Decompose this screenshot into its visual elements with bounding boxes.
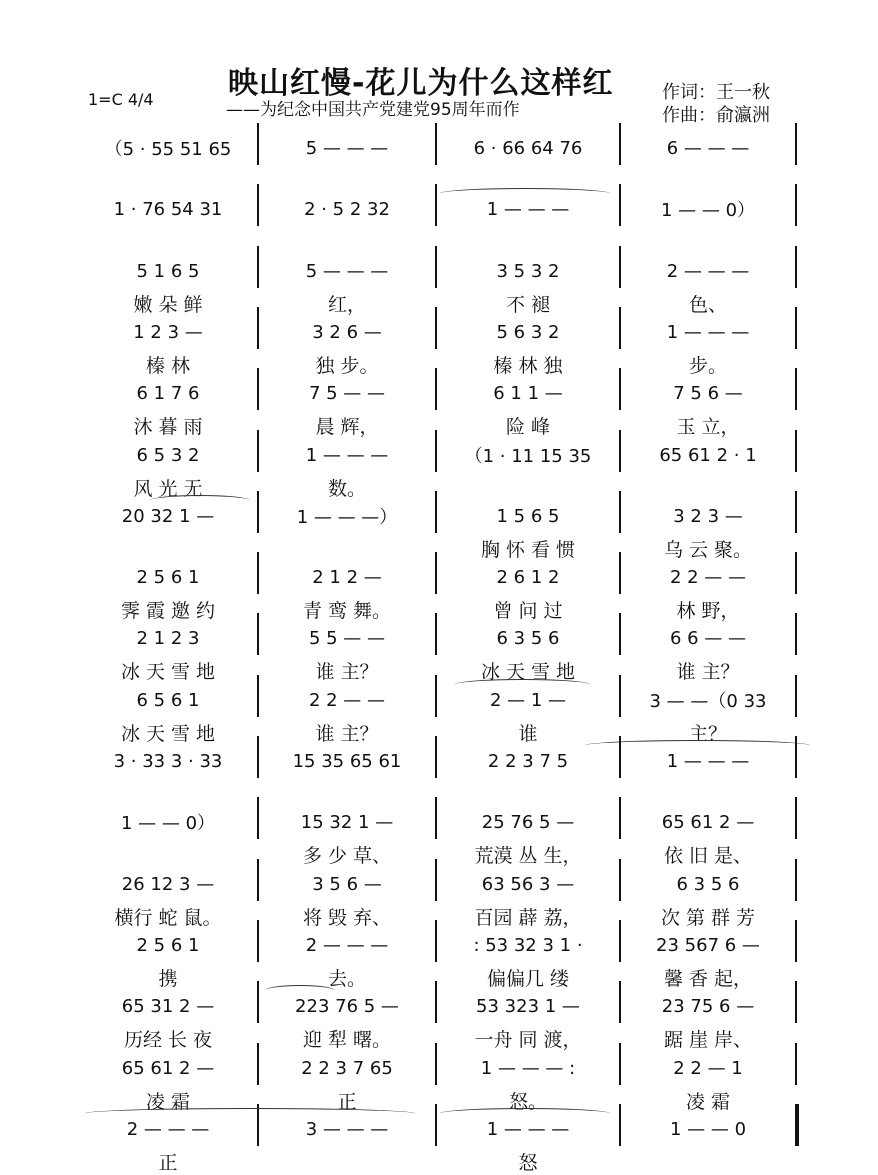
lyric-text: 偏偏几 缕 — [486, 967, 570, 990]
measure: 5 — — — — [305, 137, 389, 159]
measure: 3 2 3 — — [673, 505, 743, 527]
barline — [795, 797, 797, 839]
measure: 5 1 6 5 — [136, 260, 200, 282]
barline — [619, 184, 621, 226]
measure: 1 — — 0） — [660, 200, 756, 221]
measure: 26 12 3 — — [121, 873, 215, 895]
notation-line — [0, 685, 878, 715]
notation-line — [0, 746, 878, 776]
barline — [257, 430, 259, 472]
barline — [795, 613, 797, 655]
lyric-text: 胸 怀 看 惯 — [480, 538, 576, 561]
barline — [795, 307, 797, 349]
barline — [795, 981, 797, 1023]
measure: 6 5 6 1 — [136, 689, 200, 711]
lyric-text: 迎 犁 曙。 — [302, 1028, 392, 1051]
barline — [619, 1043, 621, 1085]
barline — [435, 736, 437, 778]
notation-line — [0, 869, 878, 899]
slur-mark — [455, 679, 590, 690]
measure: 5 6 3 2 — [496, 321, 560, 343]
barline — [795, 1043, 797, 1085]
measure: 6 1 7 6 — [136, 382, 200, 404]
lyric-text: 步。 — [688, 354, 727, 377]
measure: 2 — — — — [126, 1118, 210, 1140]
barline — [257, 246, 259, 288]
barline — [795, 920, 797, 962]
lyric-text: 霁 霞 邀 约 — [120, 599, 216, 622]
barline — [435, 859, 437, 901]
measure: 7 5 — — — [308, 382, 386, 404]
measure: 53 323 1 — — [476, 995, 580, 1017]
measure: 2 — — — — [666, 260, 750, 282]
lyric-text: 青 鸾 舞。 — [302, 599, 392, 622]
lyric-text: 凌 霜 — [685, 1090, 731, 1113]
notation-line — [0, 562, 878, 592]
lyric-text: 谁 主？ — [676, 660, 740, 683]
barline — [257, 736, 259, 778]
measure: 5 — — — — [305, 260, 389, 282]
lyric-text — [626, 779, 790, 807]
lyrics-line — [0, 963, 878, 991]
lyric-text — [626, 1147, 790, 1175]
measure: 2 2 3 7 65 — [301, 1057, 393, 1079]
lyric-text — [626, 166, 790, 194]
notation-line — [0, 133, 878, 163]
measure: 5 5 — — — [308, 627, 386, 649]
lyric-text — [264, 166, 430, 194]
lyric-text — [264, 1147, 430, 1175]
lyric-text: 历经 长 夜 — [123, 1028, 213, 1051]
measure: 1 — — — : — [480, 1057, 576, 1079]
lyrics-line — [0, 227, 878, 255]
barline — [795, 552, 797, 594]
lyric-text — [264, 227, 430, 255]
barline — [435, 430, 437, 472]
page-title: 映山红慢-花儿为什么这样红 — [228, 66, 614, 101]
lyric-text: 玉 立， — [676, 415, 740, 438]
measure: （1 · 11 15 35 — [464, 446, 592, 467]
measure: 3 — — — — [305, 1118, 389, 1140]
lyric-text: 依 旧 是、 — [663, 844, 753, 867]
barline — [257, 859, 259, 901]
barline — [795, 123, 797, 165]
measure: 23 567 6 — — [656, 934, 760, 956]
lyric-text: 谁 主？ — [315, 660, 379, 683]
slur-mark — [585, 740, 810, 751]
barline — [435, 123, 437, 165]
notation-line — [0, 991, 878, 1021]
lyric-text: 踞 崖 岸、 — [663, 1028, 753, 1051]
measure: : 53 32 3 1 · — [473, 934, 583, 956]
barline — [435, 307, 437, 349]
barline — [435, 981, 437, 1023]
measure: 1 — — — — [486, 1118, 570, 1140]
barline — [435, 920, 437, 962]
lyric-text: 去。 — [327, 967, 366, 990]
lyrics-line — [0, 1147, 878, 1175]
barline — [619, 307, 621, 349]
barline — [435, 1043, 437, 1085]
lyric-text: 凌 霜 — [145, 1090, 191, 1113]
measure: 2 6 1 2 — [496, 566, 560, 588]
lyrics-line — [0, 656, 878, 684]
lyric-text: 怒 — [518, 1151, 538, 1174]
measure: 6 3 5 6 — [676, 873, 740, 895]
key-signature: 1=C 4/4 — [88, 90, 154, 109]
measure: 15 32 1 — — [300, 811, 394, 833]
notation-line — [0, 623, 878, 653]
measure: 1 — — — — [486, 198, 570, 220]
measure: 2 2 3 7 5 — [487, 750, 569, 772]
barline — [257, 1043, 259, 1085]
notation-line — [0, 807, 878, 837]
slur-mark — [440, 1108, 610, 1119]
measure: 6 5 3 2 — [136, 444, 200, 466]
lyric-text: 一舟 同 渡， — [474, 1028, 582, 1051]
lyric-text: 风 光 无 — [133, 477, 203, 500]
measure: 65 31 2 — — [121, 995, 215, 1017]
lyric-text: 榛 林 — [145, 354, 191, 377]
notation-line — [0, 930, 878, 960]
barline — [435, 675, 437, 717]
barline — [619, 430, 621, 472]
lyrics-line — [0, 534, 878, 562]
barline — [435, 613, 437, 655]
lyric-text: 主？ — [688, 722, 727, 745]
lyric-text — [84, 534, 252, 562]
lyric-text: 险 峰 — [505, 415, 551, 438]
lyric-text — [84, 227, 252, 255]
lyrics-line — [0, 902, 878, 930]
barline — [257, 307, 259, 349]
barline — [257, 184, 259, 226]
lyric-text: 乌 云 聚。 — [663, 538, 753, 561]
lyric-text: 携 — [158, 967, 178, 990]
lyric-text: 色、 — [688, 293, 727, 316]
lyric-text: 榛 林 独 — [493, 354, 563, 377]
lyric-text: 横行 蛇 鼠。 — [114, 906, 222, 929]
lyrics-line — [0, 473, 878, 501]
measure: 1 — — — — [305, 444, 389, 466]
measure: 1 — — — — [666, 750, 750, 772]
lyric-text: 正 — [337, 1090, 357, 1113]
measure: 2 — 1 — — [489, 689, 567, 711]
composer-credit: 作曲：俞瀛洲 — [662, 105, 770, 126]
notation-line — [0, 501, 878, 531]
lyric-text: 红， — [327, 293, 366, 316]
measure: 3 · 33 3 · 33 — [113, 750, 223, 772]
lyric-text — [442, 779, 614, 807]
lyric-text — [626, 473, 790, 501]
lyric-text: 数。 — [327, 477, 366, 500]
barline — [619, 491, 621, 533]
lyric-text: 沐 暮 雨 — [133, 415, 203, 438]
lyric-text — [442, 473, 614, 501]
measure: 65 61 2 — — [121, 1057, 215, 1079]
lyrics-line — [0, 166, 878, 194]
lyric-text: 次 第 群 芳 — [660, 906, 756, 929]
barline — [435, 491, 437, 533]
lyricist-credit: 作词：王一秋 — [662, 82, 770, 103]
notation-line — [0, 378, 878, 408]
slur-mark — [440, 188, 610, 199]
barline — [795, 246, 797, 288]
barline — [257, 797, 259, 839]
measure: 1 5 6 5 — [496, 505, 560, 527]
lyrics-line — [0, 779, 878, 807]
measure: 2 · 5 2 32 — [304, 198, 390, 220]
barline — [795, 859, 797, 901]
measure: 2 1 2 — — [312, 566, 382, 588]
barline — [619, 920, 621, 962]
lyric-text: 多 少 草、 — [302, 844, 392, 867]
measure: 65 61 2 — — [661, 811, 755, 833]
barline — [619, 552, 621, 594]
measure: 6 — — — — [666, 137, 750, 159]
notation-line — [0, 1053, 878, 1083]
barline — [795, 430, 797, 472]
barline — [257, 123, 259, 165]
measure: 1 — — — — [666, 321, 750, 343]
measure: 6 3 5 6 — [496, 627, 560, 649]
barline — [619, 368, 621, 410]
lyric-text — [264, 779, 430, 807]
measure: 63 56 3 — — [481, 873, 575, 895]
lyric-text — [264, 534, 430, 562]
slur-mark — [150, 495, 250, 506]
notation-line — [0, 440, 878, 470]
lyric-text: 荒漠 丛 生， — [474, 844, 582, 867]
barline — [435, 552, 437, 594]
lyric-text: 嫩 朵 鲜 — [133, 293, 203, 316]
measure: 6 6 — — — [669, 627, 747, 649]
measure: 20 32 1 — — [121, 505, 215, 527]
barline — [435, 368, 437, 410]
barline — [257, 368, 259, 410]
lyrics-line — [0, 289, 878, 317]
measure: 23 75 6 — — [661, 995, 755, 1017]
barline — [795, 184, 797, 226]
lyric-text: 百园 薜 荔， — [474, 906, 582, 929]
lyric-text: 独 步。 — [315, 354, 379, 377]
measure: 65 61 2 · 1 — [659, 444, 757, 466]
measure: 1 — — 0 — [669, 1118, 747, 1140]
lyric-text: 曾 问 过 — [493, 599, 563, 622]
lyric-text — [442, 227, 614, 255]
measure: 2 5 6 1 — [136, 566, 200, 588]
barline — [257, 552, 259, 594]
measure: 3 — —（0 33 — [649, 691, 767, 712]
barline — [619, 859, 621, 901]
measure: 3 2 6 — — [312, 321, 382, 343]
barline — [257, 981, 259, 1023]
lyric-text: 馨 香 起， — [663, 967, 753, 990]
barline — [795, 368, 797, 410]
lyrics-line — [0, 411, 878, 439]
lyric-text — [84, 840, 252, 868]
measure: 2 1 2 3 — [136, 627, 200, 649]
lyric-text: 林 野， — [676, 599, 740, 622]
page-subtitle: ——为纪念中国共产党建党95周年而作 — [226, 100, 520, 120]
lyric-text: 谁 — [518, 722, 538, 745]
lyrics-line — [0, 595, 878, 623]
measure: 223 76 5 — — [295, 995, 399, 1017]
lyric-text: 正 — [158, 1151, 178, 1174]
measure: 1 · 76 54 31 — [113, 198, 223, 220]
lyric-text: 冰 天 雪 地 — [480, 660, 576, 683]
lyric-text: 冰 天 雪 地 — [120, 722, 216, 745]
slur-mark — [265, 985, 335, 996]
measure: 6 · 66 64 76 — [473, 137, 583, 159]
lyric-text: 谁 主？ — [315, 722, 379, 745]
barline — [257, 491, 259, 533]
lyric-text: 晨 辉， — [315, 415, 379, 438]
measure: （5 · 55 51 65 — [104, 139, 232, 160]
lyrics-line — [0, 840, 878, 868]
barline — [619, 246, 621, 288]
barline — [795, 675, 797, 717]
lyrics-line — [0, 350, 878, 378]
measure: 1 2 3 — — [133, 321, 203, 343]
lyric-text: 冰 天 雪 地 — [120, 660, 216, 683]
measure: 6 1 1 — — [493, 382, 563, 404]
notation-line — [0, 194, 878, 224]
notation-line — [0, 317, 878, 347]
measure: 3 5 3 2 — [496, 260, 560, 282]
barline — [435, 797, 437, 839]
barline — [619, 613, 621, 655]
lyric-text — [84, 166, 252, 194]
lyric-text: 不 褪 — [505, 293, 551, 316]
measure: 3 5 6 — — [312, 873, 382, 895]
measure: 25 76 5 — — [481, 811, 575, 833]
barline — [435, 246, 437, 288]
lyric-text — [626, 227, 790, 255]
measure: 2 2 — 1 — [673, 1057, 743, 1079]
barline — [795, 491, 797, 533]
slur-mark — [85, 1108, 415, 1119]
measure: 1 — — 0） — [120, 813, 216, 834]
barline — [619, 123, 621, 165]
barline — [435, 184, 437, 226]
barline — [619, 981, 621, 1023]
barline — [619, 675, 621, 717]
barline — [257, 675, 259, 717]
barline — [257, 920, 259, 962]
barline — [619, 797, 621, 839]
barline — [257, 613, 259, 655]
lyric-text — [84, 779, 252, 807]
notation-line — [0, 256, 878, 286]
measure: 2 5 6 1 — [136, 934, 200, 956]
measure: 1 — — —） — [296, 507, 398, 528]
measure: 15 35 65 61 — [292, 750, 402, 772]
lyric-text: 怒。 — [508, 1090, 547, 1113]
measure: 2 2 — — — [308, 689, 386, 711]
measure: 7 5 6 — — [673, 382, 743, 404]
measure: 2 2 — — — [669, 566, 747, 588]
measure: 2 — — — — [305, 934, 389, 956]
lyric-text: 将 毁 弃、 — [302, 906, 392, 929]
lyrics-line — [0, 1024, 878, 1052]
